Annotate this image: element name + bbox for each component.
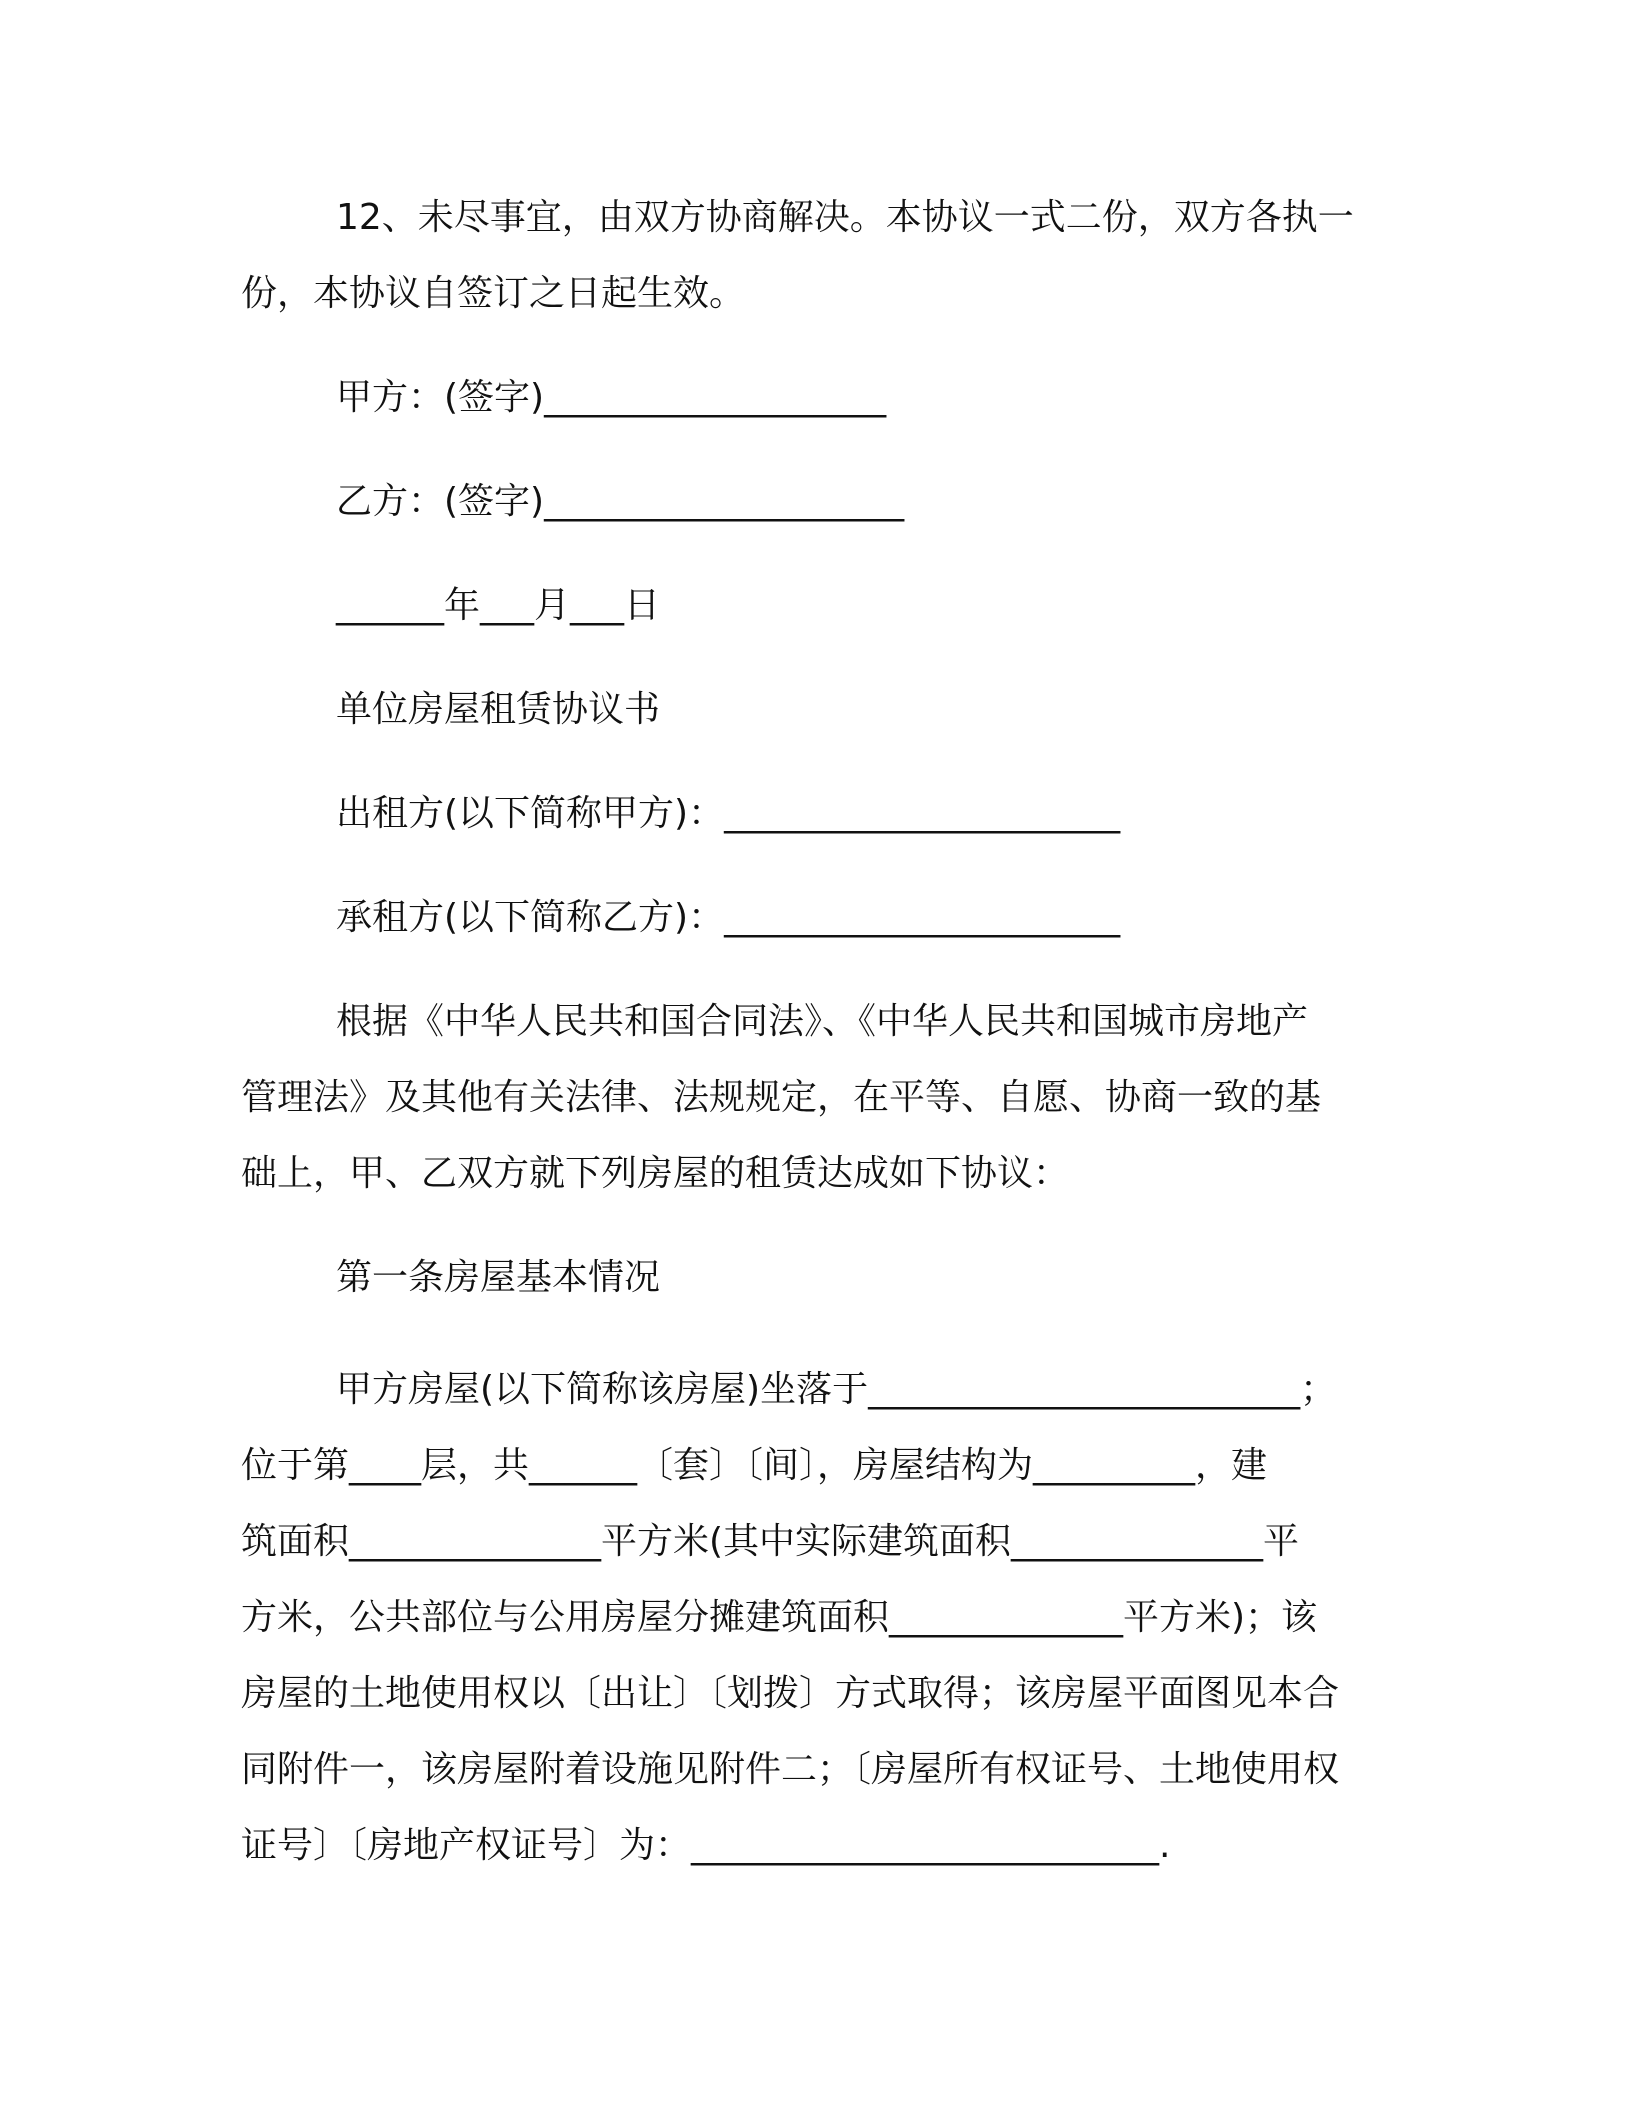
lessor-line: 出租方(以下简称甲方)：______________________ bbox=[336, 793, 1121, 834]
article-1-line-2: 位于第____层，共______〔套〕〔间〕，房屋结构为_________，建 bbox=[241, 1445, 1268, 1486]
clause-12-line-1: 12、未尽事宜，由双方协商解决。本协议一式二份，双方各执一 bbox=[336, 197, 1354, 238]
signature-party-b: 乙方：(签字)____________________ bbox=[336, 481, 905, 522]
preamble-line-3: 础上，甲、乙双方就下列房屋的租赁达成如下协议： bbox=[241, 1153, 1070, 1194]
article-1-line-6: 同附件一，该房屋附着设施见附件二；〔房屋所有权证号、土地使用权 bbox=[241, 1749, 1340, 1790]
article-1-heading: 第一条房屋基本情况 bbox=[336, 1257, 661, 1298]
agreement-title: 单位房屋租赁协议书 bbox=[336, 689, 661, 730]
article-1-line-4: 方米，公共部位与公用房屋分摊建筑面积_____________平方米)；该 bbox=[241, 1597, 1318, 1638]
signature-date: ______年___月___日 bbox=[336, 585, 661, 626]
article-1-line-7: 证号〕〔房地产权证号〕为：__________________________. bbox=[241, 1825, 1171, 1866]
article-1-line-3: 筑面积______________平方米(其中实际建筑面积______________平 bbox=[241, 1521, 1300, 1562]
preamble-line-2: 管理法》及其他有关法律、法规规定，在平等、自愿、协商一致的基 bbox=[241, 1077, 1322, 1118]
signature-party-a: 甲方：(签字)___________________ bbox=[336, 377, 887, 418]
lessee-line: 承租方(以下简称乙方)：______________________ bbox=[336, 897, 1121, 938]
preamble-line-1: 根据《中华人民共和国合同法》、《中华人民共和国城市房地产 bbox=[336, 1001, 1309, 1042]
clause-12-line-2: 份，本协议自签订之日起生效。 bbox=[241, 273, 746, 314]
article-1-line-5: 房屋的土地使用权以〔出让〕〔划拨〕方式取得；该房屋平面图见本合 bbox=[241, 1673, 1340, 1714]
article-1-line-1: 甲方房屋(以下简称该房屋)坐落于________________________； bbox=[336, 1369, 1337, 1410]
